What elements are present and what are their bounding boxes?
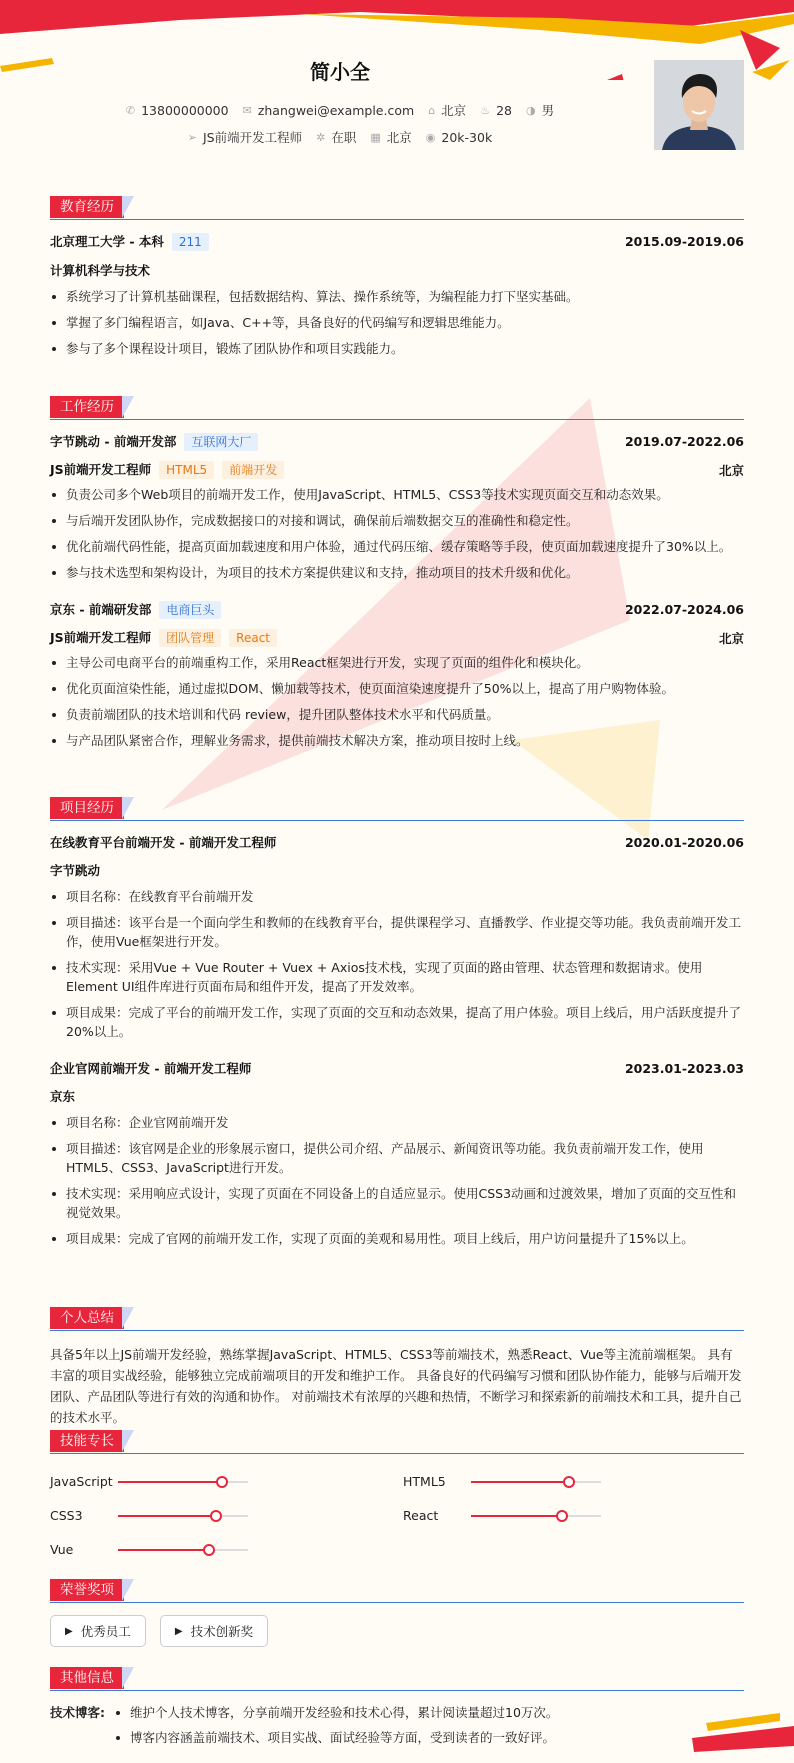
project-list	[50, 1113, 744, 1248]
salary-text: 20k-30k	[441, 129, 493, 145]
skill-level-bar	[471, 1481, 601, 1483]
list-item: 维护个人技术博客，分享前端开发经验和技术心得，累计阅读量超过10万次。	[114, 1703, 558, 1722]
project-period: 2020.01-2020.06	[624, 834, 744, 850]
work-header	[50, 396, 744, 420]
work-location: 北京	[718, 630, 744, 646]
list-item: 项目成果：完成了官网的前端开发工作，实现了页面的美观和易用性。项目上线后，用户访问量提升了15%以上。	[50, 1229, 744, 1248]
city-text: 北京	[441, 103, 467, 118]
other-header	[50, 1667, 744, 1691]
phone-icon: ✆	[125, 103, 136, 117]
status-item	[316, 128, 356, 146]
role-tag: HTML5	[159, 461, 214, 479]
award-badge	[160, 1615, 268, 1647]
skill-item	[50, 1474, 248, 1489]
skill-level-fill	[471, 1481, 569, 1483]
work-period: 2022.07-2024.06	[624, 602, 744, 617]
skill-level-knob	[556, 1510, 568, 1522]
contact-row	[0, 101, 680, 119]
education-header	[50, 196, 744, 220]
company-tag: 互联网大厂	[184, 433, 258, 451]
list-item: 项目描述：该官网是企业的形象展示窗口，提供公司介绍、产品展示、新闻资讯等功能。我负责前端开发工作，使用HTML5、CSS3、JavaScript进行开发。	[50, 1139, 744, 1177]
list-item: 参与技术选型和架构设计，为项目的技术方案提供建议和支持，推动项目的技术升级和优化。	[50, 563, 744, 582]
coin-icon: ◉	[425, 130, 436, 144]
project-entry-head	[50, 833, 744, 851]
cake-icon: ♨	[480, 103, 491, 117]
section-tail-decor	[122, 1307, 134, 1329]
list-item: 项目成果：完成了平台的前端开发工作，实现了页面的交互和动态效果，提高了用户体验。项目上线后，用户活跃度提升了20%以上。	[50, 1003, 744, 1041]
project-entry-head	[50, 1059, 744, 1077]
list-item: 技术实现：采用响应式设计，实现了页面在不同设备上的自适应显示。使用CSS3动画和过渡效果，增加了页面的交互性和视觉效果。	[50, 1184, 744, 1222]
award-label: 优秀员工	[80, 1624, 131, 1639]
section-tail-decor	[122, 396, 134, 418]
project-company: 京东	[50, 1089, 76, 1104]
phone-text: 13800000000	[141, 102, 229, 118]
play-icon: ▶	[65, 1625, 73, 1637]
skill-item	[403, 1474, 601, 1489]
skill-level-bar	[471, 1515, 601, 1517]
section-tail-decor	[122, 797, 134, 819]
work-location: 北京	[718, 462, 744, 478]
work-title: 工作经历	[50, 396, 124, 418]
email-text: zhangwei@example.com	[257, 102, 415, 118]
phone-item	[126, 101, 229, 119]
projects-section	[50, 797, 744, 1248]
role-name: JS前端开发工程师	[50, 630, 152, 645]
job-intent-row	[0, 128, 680, 146]
age-text: 28	[496, 102, 512, 118]
work-entry-head	[50, 432, 744, 451]
work-period: 2019.07-2022.06	[624, 434, 744, 449]
other-list	[114, 1703, 558, 1747]
education-entry-head	[50, 232, 744, 251]
project-period: 2023.01-2023.03	[624, 1060, 744, 1076]
email-icon: ✉	[242, 103, 252, 117]
skill-level-fill	[471, 1515, 562, 1517]
list-item: 负责公司多个Web项目的前端开发工作，使用JavaScript、HTML5、CSS3等技术实现页面交互和动态效果。	[50, 485, 744, 504]
list-item: 优化页面渲染性能，通过虚拟DOM、懒加载等技术，使页面渲染速度提升了50%以上，提高了用户购物体验。	[50, 679, 744, 698]
role-name: JS前端开发工程师	[50, 462, 152, 477]
award-badge	[50, 1615, 146, 1647]
award-label: 技术创新奖	[190, 1624, 254, 1639]
school-tag: 211	[172, 233, 209, 251]
company-name: 京东 - 前端研发部	[50, 602, 152, 617]
skill-level-fill	[118, 1549, 209, 1551]
skill-level-fill	[118, 1481, 222, 1483]
projects-title: 项目经历	[50, 797, 124, 819]
avatar-portrait	[654, 60, 744, 150]
avatar	[654, 60, 744, 150]
list-item: 掌握了多门编程语言，如Java、C++等，具备良好的代码编写和逻辑思维能力。	[50, 313, 744, 332]
expected-city-text: 北京	[386, 130, 412, 145]
work-list	[50, 485, 744, 582]
awards-section	[50, 1579, 744, 1647]
skills-title: 技能专长	[50, 1430, 124, 1452]
candidate-name: 简小全	[310, 60, 370, 84]
play-icon: ▶	[174, 1625, 183, 1637]
awards-title: 荣誉奖项	[50, 1579, 124, 1601]
awards-header	[50, 1579, 744, 1603]
skill-level-knob	[216, 1476, 228, 1488]
skill-item	[403, 1508, 601, 1523]
major-row	[50, 261, 744, 279]
salary-item	[426, 128, 492, 146]
email-item	[243, 101, 415, 119]
section-tail-decor	[122, 196, 134, 218]
list-item: 博客内容涵盖前端技术、项目实战、面试经验等方面，受到读者的一致好评。	[114, 1728, 558, 1747]
section-tail-decor	[122, 1430, 134, 1452]
work-list	[50, 653, 744, 750]
list-item: 主导公司电商平台的前端重构工作，采用React框架进行开发，实现了页面的组件化和模块化。	[50, 653, 744, 672]
gender-icon: ◑	[525, 103, 536, 117]
major-name: 计算机科学与技术	[50, 263, 151, 278]
school-name: 北京理工大学 - 本科	[50, 234, 164, 249]
skill-level-knob	[203, 1544, 215, 1556]
other-label: 技术博客:	[50, 1705, 105, 1720]
send-icon: ➢	[187, 130, 197, 144]
expected-city-item	[370, 128, 411, 146]
role-tag: 团队管理	[159, 629, 221, 647]
building-icon: ▦	[370, 130, 381, 144]
education-title: 教育经历	[50, 196, 124, 218]
skill-name: CSS3	[50, 1508, 83, 1523]
project-company-row	[50, 861, 744, 879]
list-item: 与后端开发团队协作，完成数据接口的对接和调试，确保前后端数据交互的准确性和稳定性。	[50, 511, 744, 530]
gear-icon: ✲	[316, 130, 326, 144]
status-text: 在职	[331, 130, 357, 145]
list-item: 负责前端团队的技术培训和代码 review，提升团队整体技术水平和代码质量。	[50, 705, 744, 724]
skill-name: HTML5	[403, 1474, 446, 1489]
skill-level-bar	[118, 1515, 248, 1517]
skill-level-fill	[118, 1515, 216, 1517]
skill-level-bar	[118, 1481, 248, 1483]
company-name: 字节跳动 - 前端开发部	[50, 434, 177, 449]
summary-section	[50, 1307, 744, 1428]
summary-title: 个人总结	[50, 1307, 124, 1329]
other-section	[50, 1667, 744, 1747]
work-section	[50, 396, 744, 750]
education-period: 2015.09-2019.06	[624, 234, 744, 249]
section-tail-decor	[122, 1579, 134, 1601]
education-section	[50, 196, 744, 358]
role-tag: 前端开发	[222, 461, 284, 479]
skill-level-knob	[563, 1476, 575, 1488]
skills-section	[50, 1430, 744, 1454]
skill-item	[50, 1508, 248, 1523]
skills-header	[50, 1430, 744, 1454]
summary-header	[50, 1307, 744, 1331]
skill-name: React	[403, 1508, 439, 1523]
work-role-row	[50, 628, 744, 647]
list-item: 项目名称：在线教育平台前端开发	[50, 887, 744, 906]
list-item: 优化前端代码性能，提高页面加载速度和用户体验，通过代码压缩、缓存策略等手段，使页面加载速度提升了30%以上。	[50, 537, 744, 556]
job-title-item	[188, 128, 302, 146]
skill-level-bar	[118, 1549, 248, 1551]
section-tail-decor	[122, 1667, 134, 1689]
home-icon: ⌂	[428, 103, 436, 117]
education-list	[50, 287, 744, 358]
job-title-text: JS前端开发工程师	[203, 130, 303, 145]
project-company: 字节跳动	[50, 863, 101, 878]
skill-item	[50, 1542, 248, 1557]
other-content	[50, 1703, 744, 1747]
gender-item	[526, 101, 554, 119]
list-item: 项目名称：企业官网前端开发	[50, 1113, 744, 1132]
list-item: 项目描述：该平台是一个面向学生和教师的在线教育平台，提供课程学习、直播教学、作业提交等功能。我负责前端开发工作，使用Vue框架进行开发。	[50, 913, 744, 951]
list-item: 技术实现：采用Vue + Vue Router + Vuex + Axios技术栈，实现了页面的路由管理、状态管理和数据请求。使用Element UI组件库进行页面布局和组件开发，提高了开发效率。	[50, 958, 744, 996]
awards-list	[50, 1615, 744, 1647]
list-item: 与产品团队紧密合作，理解业务需求，提供前端技术解决方案，推动项目按时上线。	[50, 731, 744, 750]
project-title: 企业官网前端开发 - 前端开发工程师	[50, 1061, 252, 1076]
gender-text: 男	[541, 103, 555, 118]
list-item: 系统学习了计算机基础课程，包括数据结构、算法、操作系统等，为编程能力打下坚实基础。	[50, 287, 744, 306]
list-item: 参与了多个课程设计项目，锻炼了团队协作和项目实践能力。	[50, 339, 744, 358]
project-list	[50, 887, 744, 1041]
city-item	[428, 101, 466, 119]
age-item	[480, 101, 512, 119]
projects-header	[50, 797, 744, 821]
work-role-row	[50, 460, 744, 479]
work-entry-head	[50, 600, 744, 619]
skill-level-knob	[210, 1510, 222, 1522]
skill-name: Vue	[50, 1542, 74, 1557]
project-company-row	[50, 1087, 744, 1105]
summary-text: 具备5年以上JS前端开发经验，熟练掌握JavaScript、HTML5、CSS3等前端技术，熟悉React、Vue等主流前端框架。 具有丰富的项目实战经验，能够独立完成前端项目的开发和维护工作。 具备良好的代码编写习惯和团队协作能力，能够与后端开发团队、产品团队等进行有效的沟通和协作。 对前端技术有浓厚的兴趣和热情，不断学习和探索新的前端技术和工具，提升自己的技术水平。	[50, 1347, 742, 1425]
skill-name: JavaScript	[50, 1474, 113, 1489]
project-title: 在线教育平台前端开发 - 前端开发工程师	[50, 835, 277, 850]
company-tag: 电商巨头	[159, 601, 221, 619]
role-tag: React	[229, 629, 277, 647]
other-title: 其他信息	[50, 1667, 124, 1689]
